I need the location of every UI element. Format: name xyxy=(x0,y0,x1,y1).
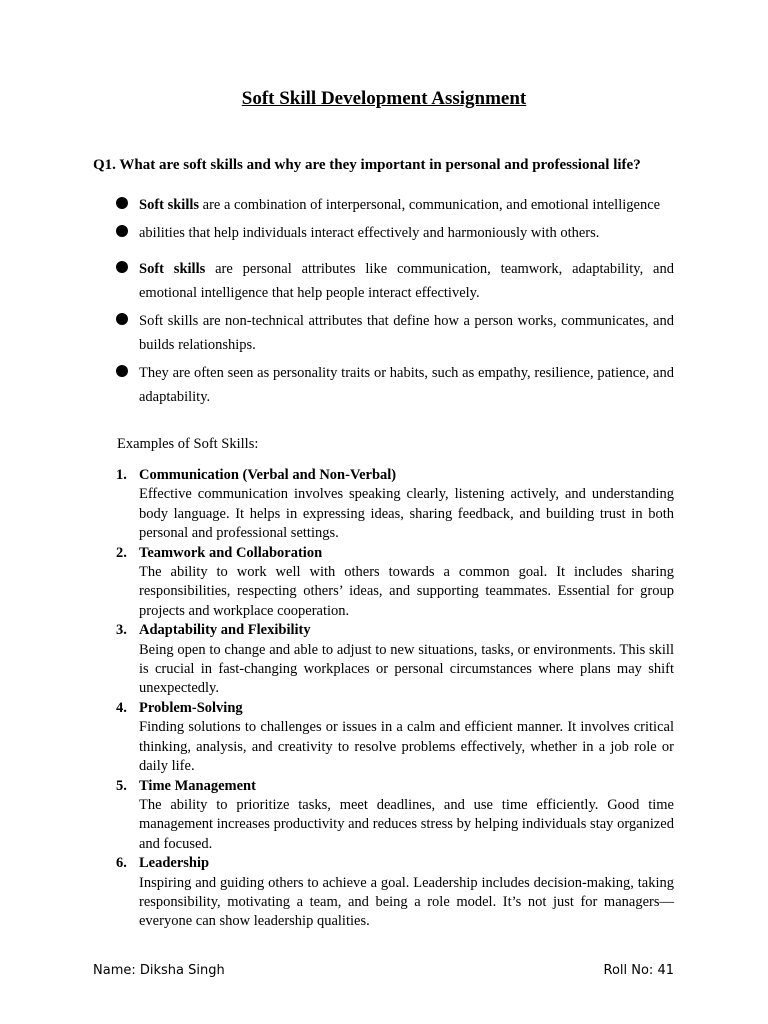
bullet-text: abilities that help individuals interact effectively and harmoniously with others. xyxy=(139,225,600,241)
bullet-list xyxy=(116,193,674,409)
bullet-dot-icon xyxy=(116,261,128,273)
bullet-bold-term: Soft skills xyxy=(139,261,206,277)
bullet-item xyxy=(116,361,674,409)
bullet-text: Soft skills are non-technical attributes that define how a person works, communicates, and builds relationships. xyxy=(139,313,674,353)
example-number: 5. xyxy=(116,777,127,794)
bullet-dot-icon xyxy=(116,225,128,237)
example-description: Finding solutions to challenges or issues in a calm and efficient manner. It involves critical thinking, analysis, and creativity to resolve problems effectively, whether in a job role or daily life. xyxy=(139,719,674,775)
example-title: Adaptability and Flexibility xyxy=(139,622,311,639)
example-number: 4. xyxy=(116,699,127,716)
bullet-text: are personal attributes like communication, teamwork, adaptability, and emotional intelligence that help people interact effectively. xyxy=(139,261,674,301)
example-item xyxy=(116,621,674,699)
example-title: Problem-Solving xyxy=(139,699,243,716)
example-number: 2. xyxy=(116,544,127,561)
bullet-bold-term: Soft skills xyxy=(139,197,200,213)
bullet-item xyxy=(116,193,674,217)
example-item xyxy=(116,777,674,855)
example-title: Communication (Verbal and Non-Verbal) xyxy=(139,467,397,483)
bullet-dot-icon xyxy=(116,197,128,209)
bullet-item xyxy=(116,257,674,305)
footer-name: Name: Diksha Singh xyxy=(93,963,225,978)
example-description: Inspiring and guiding others to achieve a goal. Leadership includes decision-making, taking responsibility, motivating a team, and being a role model. It’s not just for managers—everyone can show leadership qualities. xyxy=(139,874,674,930)
footer-roll-number: Roll No: 41 xyxy=(603,963,674,978)
example-number: 3. xyxy=(116,622,127,639)
bullet-text: They are often seen as personality traits or habits, such as empathy, resilience, patience, and adaptability. xyxy=(139,365,674,405)
bullet-dot-icon xyxy=(116,365,128,377)
example-title: Leadership xyxy=(139,855,210,872)
document-title: Soft Skill Development Assignment xyxy=(241,88,527,109)
example-description: The ability to prioritize tasks, meet deadlines, and use time efficiently. Good time management increases productivity and reduces stress by helping individuals stay organized and focused. xyxy=(139,796,674,852)
example-title: Teamwork and Collaboration xyxy=(139,544,323,561)
example-description: Being open to change and able to adjust to new situations, tasks, or environments. This skill is crucial in fast-changing workplaces or personal circumstances where plans may shift unexpectedly. xyxy=(139,641,674,697)
question-heading: Q1. What are soft skills and why are they important in personal and professional life? xyxy=(93,157,641,173)
example-number: 1. xyxy=(116,467,127,483)
bullet-item xyxy=(116,309,674,357)
example-description: The ability to work well with others towards a common goal. It includes sharing responsibilities, respecting others’ ideas, and supporting teammates. Essential for group projects and workplace cooperation. xyxy=(139,564,674,619)
example-item xyxy=(116,699,674,777)
example-number: 6. xyxy=(116,855,127,872)
examples-heading: Examples of Soft Skills: xyxy=(117,436,259,452)
examples-list xyxy=(116,466,674,932)
example-item xyxy=(116,854,674,932)
example-item xyxy=(116,544,674,622)
bullet-item xyxy=(116,221,674,245)
example-title: Time Management xyxy=(139,777,256,794)
bullet-dot-icon xyxy=(116,313,128,325)
example-item xyxy=(116,466,674,544)
bullet-text: are a combination of interpersonal, communication, and emotional intelligence xyxy=(199,197,661,213)
example-description: Effective communication involves speaking clearly, listening actively, and understanding body language. It helps in expressing ideas, sharing feedback, and building trust in both personal and professional settings. xyxy=(139,486,674,542)
